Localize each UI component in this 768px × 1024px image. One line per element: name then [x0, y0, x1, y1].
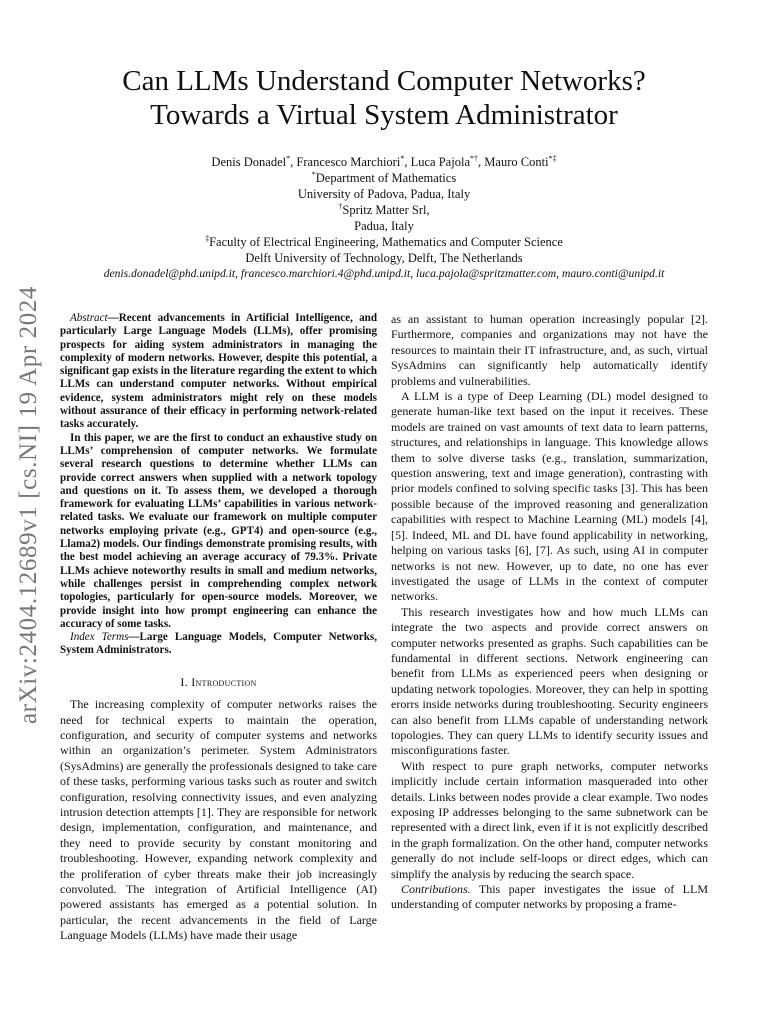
right-column — [391, 312, 708, 913]
section-heading — [60, 675, 377, 690]
abstract-paragraph-1 — [60, 312, 377, 432]
intro-paragraph-2: A LLM is a type of Deep Learning (DL) model designed to generate human-like text based on the input it receives. These models are trained on vast amounts of text data to learn patterns, structures, and relationships in language. This knowledge allows them to solve diverse tasks (e.g., translation, summarization, question answering, text and image generation), contrasting with prior models confined to solving specific tasks [3]. This has been possible because of the improved reasoning and generalization capabilities with respect to Machine Learning (ML) models [4], [5]. Indeed, ML and DL have found applicability in networking, helping on various tasks [6], [7]. As such, using AI in computer networks is not new. However, up to date, no one has ever investigated the usage of LLMs in the context of computer networks. — [391, 389, 708, 604]
index-terms-label: Index Terms — [70, 631, 129, 644]
intro-paragraph-1: The increasing complexity of computer networks raises the need for technical experts to maintain the operation, configuration, and security of computer systems and networks within an organization’s perimeter. System Administrators (SysAdmins) are generally the professionals designed to take care of these tasks, performing various tasks such as router and switch configuration, resolving connectivity issues, and even analyzing intrusion detection attempts [1]. They are responsible for network design, implementation, configuration, and maintenance, and they need to provide security by constant monitoring and troubleshooting. However, expanding network complexity and the proliferation of cyber threats make their job increasingly convoluted. The integration of Artificial Intelligence (AI) powered assistants has emerged as a potential solution. In particular, the recent advancements in the field of Large Language Models (LLMs) have made their usage — [60, 697, 377, 943]
intro-paragraph-5 — [391, 882, 708, 913]
section-number: I. — [180, 674, 192, 689]
contributions-text: This paper investigates the issue of LLM understanding of computer networks by proposing a frame- — [391, 882, 708, 912]
abstract-label: Abstract — [70, 312, 108, 324]
author-names: Denis Donadel*, Francesco Marchiori*, Luca Pajola*†, Mauro Conti*‡ — [211, 153, 557, 169]
title-line-1: Can LLMs Understand Computer Networks? — [122, 65, 646, 97]
affiliation-line: †Spritz Matter Srl, — [338, 201, 430, 217]
intro-paragraph-1-continued: as an assistant to human operation increasingly popular [2]. Furthermore, companies and organizations may not have the resources to maintain their IT infrastructure, and, as such, virtual SysAdmins can significantly help automatically identify problems and vulnerabilities. — [391, 312, 708, 388]
affiliation-line: Delft University of Technology, Delft, The Netherlands — [245, 251, 523, 265]
affiliation-line: University of Padova, Padua, Italy — [297, 187, 471, 201]
abstract — [60, 312, 377, 631]
intro-paragraph-4: With respect to pure graph networks, computer networks implicitly include certain information masqueraded into other details. Links between nodes provide a clear example. Two nodes exposing IP addresses belonging to the same subnetwork can be represented with a direct link, even if it is not explicitly described in the graph formalization. On the other hand, computer networks generally do not include self-loops or direct edges, which can simplify the analysis by reducing the search space. — [391, 758, 708, 881]
section-title: Introduction — [191, 674, 257, 689]
abstract-paragraph-2: In this paper, we are the first to conduct an exhaustive study on LLMs’ comprehension of computer networks. We formulate several research questions to determine whether LLMs can provide correct answers when supplied with a network topology and questions on it. To assess them, we developed a thorough framework for evaluating LLMs’ capabilities in various network-related tasks. We evaluate our framework on multiple computer networks employing private (e.g., GPT4) and open-source (e.g., Llama2) models. Our findings demonstrate promising results, with the best model achieving an average accuracy of 79.3%. Private LLMs achieve noteworthy results in small and medium networks, while challenges persist in comprehending complex network topologies, particularly for open-source models. Moreover, we provide insight into how prompt engineering can enhance the accuracy of some tasks. — [60, 431, 377, 630]
left-column — [60, 312, 377, 944]
paper-title — [60, 64, 708, 132]
affiliation-line: ‡Faculty of Electrical Engineering, Mathematics and Computer Science — [205, 233, 563, 249]
arxiv-sidebar — [6, 275, 52, 735]
contributions-label: Contributions. — [401, 882, 471, 897]
intro-paragraph-3: This research investigates how and how much LLMs can integrate the two aspects and provide correct answers on computer networks presented as graphs. Such capabilities can be fundamental in different sections. Network engineering can benefit from LLMs as experienced peers when designing or updating network topologies. Moreover, they can help in spotting erorrs inside networks during troubleshooting. Security engineers can also benefit from LLMs capable of understanding network topologies. They can query LLMs to identify security issues and misconfigurations faster. — [391, 604, 708, 758]
author-emails: denis.donadel@phd.unipd.it, francesco.marchiori.4@phd.unipd.it, luca.pajola@spritzmatter.com, mauro.conti@unipd.it — [103, 267, 665, 280]
index-terms — [60, 631, 377, 658]
author-block — [60, 154, 708, 282]
title-line-2: Towards a Virtual System Administrator — [150, 99, 618, 131]
abstract-text-1: —Recent advancements in Artificial Intelligence, and particularly Large Language Models (LLMs), offer promising prospects for aiding system administrators in managing the complexity of modern networks. However, despite this potential, a significant gap exists in the literature regarding the extent to which LLMs can understand computer networks. Without empirical evidence, system administrators might rely on these models without assurance of their efficacy in performing network-related tasks accurately. — [60, 312, 377, 431]
index-terms-text: —Large Language Models, Computer Networks, System Administrators. — [60, 631, 377, 657]
index-terms-paragraph — [60, 631, 377, 658]
affiliation-line: *Department of Mathematics — [311, 169, 457, 185]
arxiv-identifier: arXiv:2404.12689v1 [cs.NI] 19 Apr 2024 — [15, 285, 42, 725]
affiliation-line: Padua, Italy — [354, 219, 414, 233]
